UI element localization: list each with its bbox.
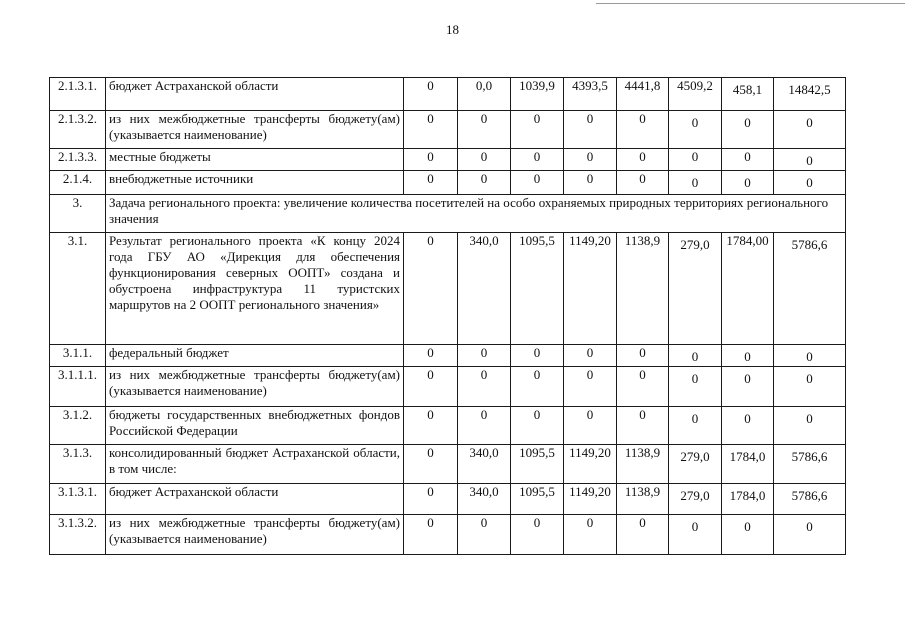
table-row (50, 111, 846, 149)
value-cell: 0 (669, 171, 722, 195)
value-cell: 5786,6 (774, 233, 846, 345)
row-code: 3.1. (50, 233, 106, 345)
row-code: 3.1.1.1. (50, 367, 106, 407)
row-name: из них межбюджетные трансферты бюджету(ам) (указывается наименование) (106, 367, 404, 407)
value-cell: 4509,2 (669, 78, 722, 111)
row-name: местные бюджеты (106, 149, 404, 171)
value-cell: 1149,20 (564, 484, 617, 515)
value-cell: 0 (404, 515, 458, 555)
value-cell: 0 (774, 149, 846, 171)
value-cell: 0 (722, 345, 774, 367)
value-cell: 0 (458, 345, 511, 367)
value-cell: 0 (458, 111, 511, 149)
row-name: бюджеты государственных внебюджетных фондов Российской Федерации (106, 407, 404, 445)
row-code: 2.1.3.1. (50, 78, 106, 111)
value-cell: 0 (564, 171, 617, 195)
value-cell: 0 (564, 149, 617, 171)
value-cell: 0 (511, 515, 564, 555)
row-code: 2.1.3.3. (50, 149, 106, 171)
row-name: Задача регионального проекта: увеличение количества посетителей на особо охраняемых природных территориях регионального значения (106, 195, 846, 233)
value-cell: 0 (564, 367, 617, 407)
value-cell: 0 (617, 407, 669, 445)
value-cell: 0 (774, 515, 846, 555)
value-cell: 0 (669, 367, 722, 407)
value-cell: 279,0 (669, 233, 722, 345)
table-row (50, 367, 846, 407)
table-row (50, 445, 846, 484)
value-cell: 1784,0 (722, 484, 774, 515)
value-cell: 0 (774, 407, 846, 445)
page-number: 18 (446, 22, 459, 37)
value-cell: 0 (511, 367, 564, 407)
table-row (50, 345, 846, 367)
row-code: 3.1.3.2. (50, 515, 106, 555)
value-cell: 0 (458, 515, 511, 555)
value-cell: 0 (564, 515, 617, 555)
row-name: из них межбюджетные трансферты бюджету(ам) (указывается наименование) (106, 515, 404, 555)
value-cell: 0 (722, 149, 774, 171)
value-cell: 0 (511, 111, 564, 149)
value-cell: 0 (404, 171, 458, 195)
value-cell: 0 (404, 111, 458, 149)
value-cell: 0 (669, 345, 722, 367)
value-cell: 1138,9 (617, 445, 669, 484)
value-cell: 1784,0 (722, 445, 774, 484)
row-name: консолидированный бюджет Астраханской области, в том числе: (106, 445, 404, 484)
value-cell: 0 (404, 78, 458, 111)
value-cell: 0 (511, 171, 564, 195)
value-cell: 0 (722, 171, 774, 195)
value-cell: 0 (617, 149, 669, 171)
value-cell: 0 (669, 111, 722, 149)
value-cell: 0 (458, 171, 511, 195)
value-cell: 5786,6 (774, 484, 846, 515)
value-cell: 1149,20 (564, 445, 617, 484)
table-row (50, 149, 846, 171)
value-cell: 0 (722, 515, 774, 555)
value-cell: 0 (404, 367, 458, 407)
value-cell: 0 (617, 515, 669, 555)
value-cell: 458,1 (722, 78, 774, 111)
table-row (50, 233, 846, 345)
value-cell: 0 (404, 445, 458, 484)
value-cell: 0 (669, 407, 722, 445)
value-cell: 4441,8 (617, 78, 669, 111)
value-cell: 0 (511, 149, 564, 171)
value-cell: 1039,9 (511, 78, 564, 111)
value-cell: 14842,5 (774, 78, 846, 111)
value-cell: 0 (511, 407, 564, 445)
value-cell: 0 (774, 345, 846, 367)
value-cell: 0 (617, 171, 669, 195)
table-row (50, 195, 846, 233)
value-cell: 0 (617, 111, 669, 149)
row-name: бюджет Астраханской области (106, 78, 404, 111)
value-cell: 0 (404, 345, 458, 367)
row-code: 3. (50, 195, 106, 233)
value-cell: 279,0 (669, 445, 722, 484)
table-row (50, 78, 846, 111)
value-cell: 0 (722, 407, 774, 445)
row-name: федеральный бюджет (106, 345, 404, 367)
value-cell: 340,0 (458, 233, 511, 345)
row-name: бюджет Астраханской области (106, 484, 404, 515)
table-row (50, 407, 846, 445)
row-code: 2.1.4. (50, 171, 106, 195)
value-cell: 1138,9 (617, 484, 669, 515)
value-cell: 0 (404, 233, 458, 345)
value-cell: 340,0 (458, 445, 511, 484)
value-cell: 0 (404, 407, 458, 445)
row-code: 3.1.3. (50, 445, 106, 484)
row-code: 3.1.3.1. (50, 484, 106, 515)
top-rule (596, 3, 905, 4)
row-name: из них межбюджетные трансферты бюджету(ам) (указывается наименование) (106, 111, 404, 149)
row-name: внебюджетные источники (106, 171, 404, 195)
value-cell: 279,0 (669, 484, 722, 515)
value-cell: 0 (404, 149, 458, 171)
value-cell: 0 (458, 149, 511, 171)
value-cell: 340,0 (458, 484, 511, 515)
value-cell: 0 (722, 367, 774, 407)
row-name: Результат регионального проекта «К концу 2024 года ГБУ АО «Дирекция для обеспечения функционирования северных ООПТ» создана и обустроена инфраструктура 11 туристских маршрутов на 2 ООПТ регионального значения» (106, 233, 404, 345)
table-row (50, 171, 846, 195)
value-cell: 1138,9 (617, 233, 669, 345)
value-cell: 4393,5 (564, 78, 617, 111)
value-cell: 1149,20 (564, 233, 617, 345)
value-cell: 0 (617, 367, 669, 407)
value-cell: 5786,6 (774, 445, 846, 484)
value-cell: 1784,00 (722, 233, 774, 345)
value-cell: 0 (774, 171, 846, 195)
value-cell: 0 (564, 111, 617, 149)
value-cell: 0 (774, 111, 846, 149)
table-row (50, 484, 846, 515)
value-cell: 0 (669, 515, 722, 555)
value-cell: 0 (458, 407, 511, 445)
row-code: 3.1.1. (50, 345, 106, 367)
value-cell: 1095,5 (511, 233, 564, 345)
value-cell: 0 (404, 484, 458, 515)
value-cell: 0 (617, 345, 669, 367)
value-cell: 0 (564, 345, 617, 367)
row-code: 3.1.2. (50, 407, 106, 445)
value-cell: 0 (511, 345, 564, 367)
table-row (50, 515, 846, 555)
value-cell: 0 (722, 111, 774, 149)
row-code: 2.1.3.2. (50, 111, 106, 149)
value-cell: 1095,5 (511, 445, 564, 484)
value-cell: 0 (458, 367, 511, 407)
value-cell: 1095,5 (511, 484, 564, 515)
value-cell: 0 (669, 149, 722, 171)
value-cell: 0 (774, 367, 846, 407)
value-cell: 0 (564, 407, 617, 445)
value-cell: 0,0 (458, 78, 511, 111)
budget-table (49, 77, 846, 555)
